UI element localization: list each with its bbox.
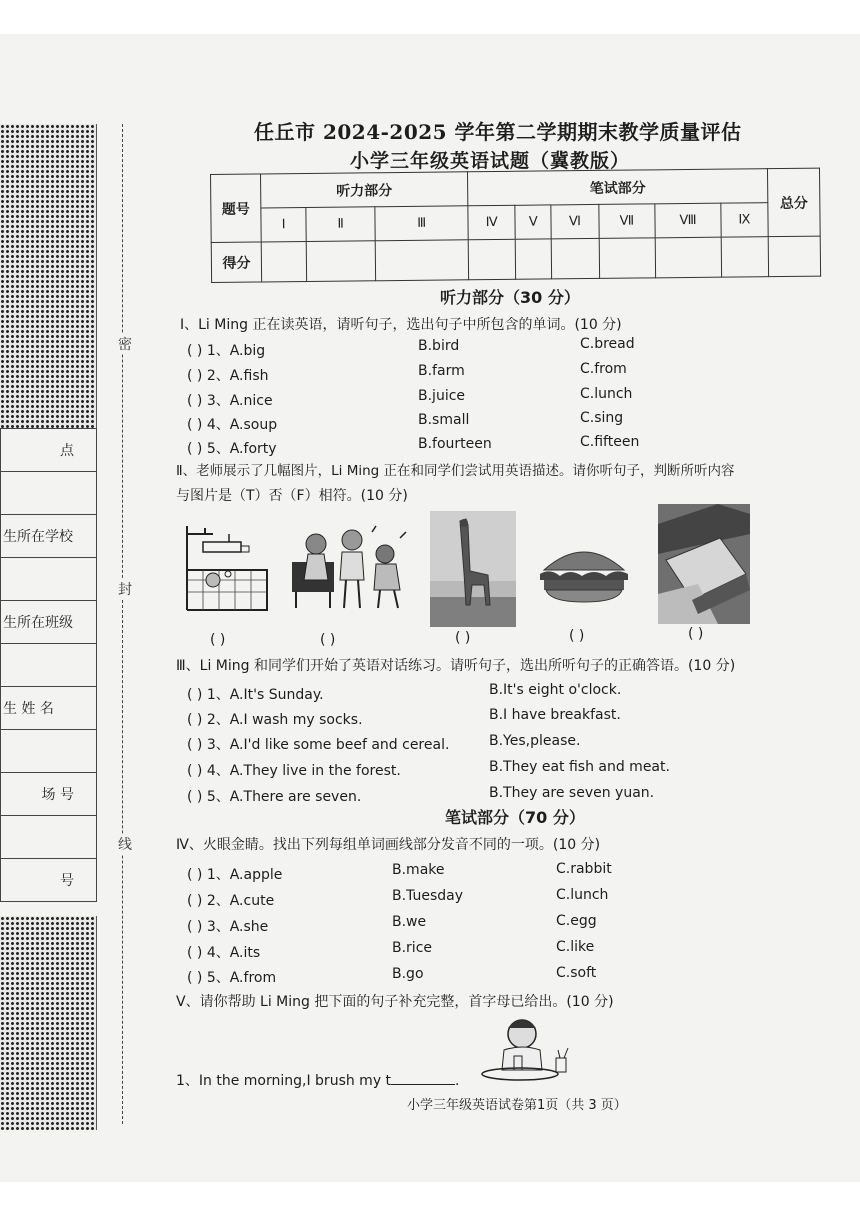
bathroom-picture (183, 522, 271, 614)
exam-title: 任丘市 2024-2025 学年第二学期期末教学质量评估 (254, 120, 742, 144)
section-numeral: Ⅰ (261, 207, 306, 241)
seal-char-feng: 封 (115, 579, 135, 599)
bread-picture (658, 504, 750, 624)
part4-q5: ( ) 5、A.from (187, 970, 277, 986)
info-cell: 生所在学校 (1, 515, 97, 558)
part4-q4-c: C.like (556, 939, 595, 955)
part1-q5-c: C.fifteen (580, 434, 640, 450)
part4-q2-b: B.Tuesday (392, 888, 464, 904)
part3-q4: ( ) 4、A.They live in the forest. (187, 763, 401, 779)
info-cell: 生 姓 名 (1, 687, 97, 730)
info-blank[interactable] (1, 472, 97, 515)
info-blank[interactable] (1, 558, 97, 601)
score-cell[interactable] (261, 241, 307, 281)
part5-instruction: Ⅴ、请你帮助 Li Ming 把下面的句子补充完整，首字母已给出。(10 分) (176, 994, 614, 1010)
student-info-table (0, 428, 97, 902)
part2-instruction-2: 与图片是（T）否（F）相符。(10 分) (176, 488, 408, 504)
part3-q3-b: B.Yes,please. (489, 733, 581, 749)
total-header: 总分 (767, 168, 820, 237)
score-cell[interactable] (552, 238, 600, 278)
score-cell[interactable] (768, 236, 820, 277)
section-numeral: Ⅵ (551, 204, 599, 238)
score-table (210, 168, 821, 283)
part5-q1-blank[interactable] (391, 1071, 455, 1085)
score-cell[interactable] (516, 239, 552, 279)
score-cell[interactable] (375, 240, 468, 281)
score-cell[interactable] (306, 241, 375, 282)
info-cell: 号 (1, 859, 97, 902)
part4-q3-b: B.we (392, 914, 427, 930)
score-cell[interactable] (468, 239, 516, 279)
part4-q1: ( ) 1、A.apple (187, 867, 283, 883)
part1-q4-c: C.sing (580, 410, 624, 426)
part2-answer-4[interactable]: ( ) (569, 628, 585, 644)
exam-paper (0, 34, 860, 1182)
part1-q1-c: C.bread (580, 336, 635, 352)
row-label-score: 得分 (211, 242, 261, 283)
part1-q2-b: B.farm (418, 363, 465, 379)
score-cell[interactable] (599, 238, 656, 279)
part4-q2: ( ) 2、A.cute (187, 893, 275, 909)
info-cell: 生所在班级 (1, 601, 97, 644)
part3-instruction: Ⅲ、Li Ming 和同学们开始了英语对话练习。请听句子，选出所听句子的正确答语。(10 分) (176, 658, 736, 674)
part4-q4: ( ) 4、A.its (187, 945, 261, 961)
part3-q1-b: B.It's eight o'clock. (489, 682, 622, 698)
part3-q2-b: B.I have breakfast. (489, 707, 621, 723)
part2-answer-5[interactable]: ( ) (688, 626, 704, 642)
info-blank[interactable] (1, 730, 97, 773)
section-numeral: Ⅴ (515, 205, 551, 239)
kids-music-picture (290, 524, 415, 612)
part4-instruction: Ⅳ、火眼金睛。找出下列每组单词画线部分发音不同的一项。(10 分) (176, 837, 601, 853)
part1-q3: ( ) 3、A.nice (187, 393, 273, 409)
part3-q5-b: B.They are seven yuan. (489, 785, 655, 801)
section-numeral: Ⅶ (598, 204, 655, 239)
part3-q4-b: B.They eat fish and meat. (489, 759, 670, 775)
part4-q2-c: C.lunch (556, 887, 609, 903)
part2-answer-2[interactable]: ( ) (320, 632, 336, 648)
binding-pattern-top (0, 124, 97, 428)
part1-q5-b: B.fourteen (418, 436, 492, 452)
writing-header: 笔试部分 (468, 169, 768, 206)
part4-q3: ( ) 3、A.she (187, 919, 269, 935)
part1-q3-b: B.juice (418, 388, 466, 404)
part2-answer-3[interactable]: ( ) (455, 630, 471, 646)
part5-q1-suffix: . (455, 1073, 460, 1089)
listening-section-title: 听力部分（30 分） (440, 288, 580, 307)
score-cell[interactable] (655, 237, 721, 278)
part3-q5: ( ) 5、A.There are seven. (187, 789, 362, 805)
info-blank[interactable] (1, 816, 97, 859)
part4-q5-b: B.go (392, 966, 424, 982)
part2-instruction-1: Ⅱ、老师展示了几幅图片，Li Ming 正在和同学们尝试用英语描述。请你听句子，判断所听内容 (176, 463, 735, 479)
exam-subtitle: 小学三年级英语试题（冀教版） (350, 150, 631, 172)
part4-q1-c: C.rabbit (556, 861, 612, 877)
score-cell[interactable] (721, 237, 768, 277)
binding-pattern-bottom (0, 916, 97, 1130)
info-cell: 点 (1, 429, 97, 472)
info-cell: 场 号 (1, 773, 97, 816)
part1-q4-b: B.small (418, 412, 470, 428)
part3-q3: ( ) 3、A.I'd like some beef and cereal. (187, 737, 450, 753)
seal-char-xian: 线 (115, 834, 135, 854)
giraffe-picture (430, 511, 516, 627)
brushing-teeth-picture (480, 1014, 575, 1086)
part1-q5: ( ) 5、A.forty (187, 441, 277, 457)
section-numeral: Ⅳ (468, 205, 516, 239)
section-numeral: Ⅸ (721, 203, 768, 237)
part1-q2: ( ) 2、A.fish (187, 368, 269, 384)
seal-char-mi: 密 (115, 334, 135, 354)
writing-section-title: 笔试部分（70 分） (445, 808, 585, 827)
part2-answer-1[interactable]: ( ) (210, 632, 226, 648)
info-blank[interactable] (1, 644, 97, 687)
part3-q2: ( ) 2、A.I wash my socks. (187, 712, 363, 728)
part1-q1-b: B.bird (418, 338, 460, 354)
part3-q1: ( ) 1、A.It's Sunday. (187, 687, 324, 703)
part5-q1 (176, 1070, 460, 1090)
seal-line (122, 124, 123, 1124)
listening-header: 听力部分 (261, 172, 468, 208)
section-numeral: Ⅱ (306, 207, 375, 242)
section-numeral: Ⅲ (375, 206, 468, 241)
part1-q4: ( ) 4、A.soup (187, 417, 278, 433)
part5-q1-text: 1、In the morning,I brush my t (176, 1073, 392, 1089)
part1-q1: ( ) 1、A.big (187, 343, 266, 359)
section-numeral: Ⅷ (655, 203, 721, 238)
part1-q3-c: C.lunch (580, 386, 633, 402)
part1-q2-c: C.from (580, 361, 627, 377)
hamburger-picture (538, 538, 630, 608)
row-label-number: 题号 (211, 174, 262, 243)
page-footer: 小学三年级英语试卷第1页（共 3 页） (407, 1098, 627, 1113)
part4-q3-c: C.egg (556, 913, 597, 929)
part1-instruction: Ⅰ、Li Ming 正在读英语，请听句子，选出句子中所包含的单词。(10 分) (180, 317, 622, 333)
part4-q4-b: B.rice (392, 940, 433, 956)
part4-q5-c: C.soft (556, 965, 597, 981)
part4-q1-b: B.make (392, 862, 445, 878)
